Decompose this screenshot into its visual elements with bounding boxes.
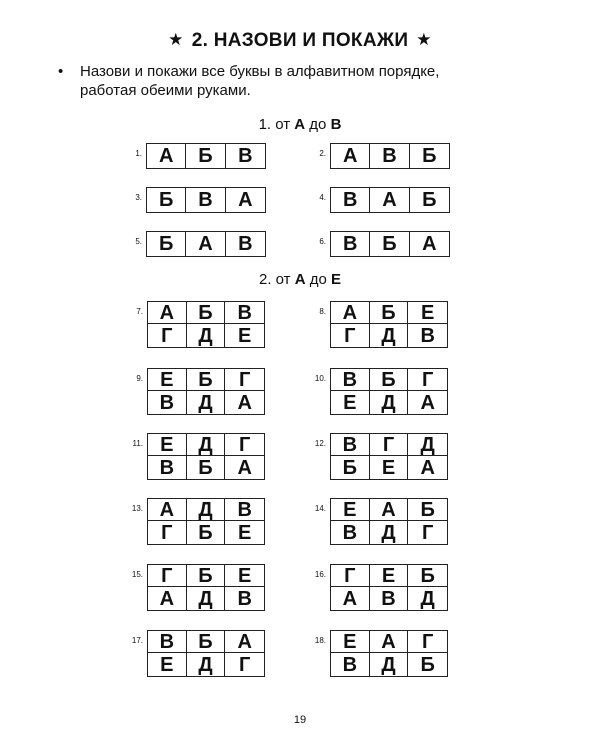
letter-grid: [330, 301, 448, 348]
letter-cell: В: [331, 188, 370, 212]
letter-cell: Б: [370, 369, 409, 391]
exercise-item: [131, 498, 265, 545]
letter-grid: [330, 143, 450, 169]
instruction: [58, 62, 518, 100]
exercise-item: [136, 301, 265, 348]
instruction-line-2: работая обеими руками.: [80, 82, 251, 99]
letter-cell: А: [148, 302, 187, 324]
exercise-number: 9.: [136, 374, 143, 383]
letter-cell: Б: [147, 232, 186, 256]
letter-cell: Е: [370, 565, 409, 587]
letter-grid: [147, 301, 265, 348]
title-text: 2. НАЗОВИ И ПОКАЖИ: [191, 30, 409, 51]
section-heading-2: 2. от А до Е: [258, 271, 342, 288]
exercise-item: [319, 301, 448, 348]
bullet-icon: •: [58, 63, 64, 80]
exercise-number: 13.: [131, 504, 143, 513]
letter-cell: Г: [370, 434, 409, 456]
letter-cell: Г: [408, 631, 447, 653]
letter-cell: Е: [237, 521, 252, 544]
exercise-item: [136, 368, 265, 415]
letter-cell: А: [420, 391, 435, 414]
page-title: [0, 30, 600, 52]
letter-cell: Е: [225, 565, 264, 587]
exercise-number: 10.: [314, 374, 326, 383]
exercise-item: [314, 433, 448, 480]
letter-cell: В: [331, 369, 370, 391]
letter-cell: Е: [148, 369, 187, 391]
letter-grid: [330, 630, 448, 677]
letter-cell: В: [148, 456, 187, 479]
exercise-item: [131, 630, 265, 677]
letter-grid: [330, 498, 448, 545]
letter-cell: Д: [187, 499, 226, 521]
letter-cell: А: [186, 232, 225, 256]
letter-cell: Д: [187, 434, 226, 456]
letter-cell: В: [225, 499, 264, 521]
exercise-item: [319, 143, 450, 169]
letter-cell: Г: [225, 369, 264, 391]
letter-cell: В: [225, 302, 264, 324]
letter-cell: Е: [148, 434, 187, 456]
letter-cell: Г: [225, 434, 264, 456]
letter-cell: А: [331, 144, 370, 168]
letter-cell: В: [186, 188, 225, 212]
letter-cell: А: [331, 587, 370, 610]
letter-cell: А: [238, 189, 253, 211]
letter-grid: [330, 433, 448, 480]
letter-cell: В: [331, 232, 370, 256]
letter-grid: [330, 187, 450, 213]
letter-cell: Б: [408, 499, 447, 521]
exercise-number: 1.: [135, 149, 142, 158]
letter-cell: Е: [331, 391, 370, 414]
exercise-item: [314, 368, 448, 415]
letter-cell: В: [331, 521, 370, 544]
letter-cell: А: [225, 631, 264, 653]
letter-grid: [147, 498, 265, 545]
exercise-number: 16.: [314, 570, 326, 579]
letter-cell: Д: [370, 324, 409, 347]
letter-grid: [146, 143, 266, 169]
letter-cell: Б: [370, 302, 409, 324]
letter-cell: В: [370, 144, 409, 168]
letter-cell: Д: [420, 587, 435, 610]
exercise-item: [131, 564, 265, 611]
letter-cell: Д: [187, 587, 226, 610]
exercise-number: 14.: [314, 504, 326, 513]
exercise-number: 15.: [131, 570, 143, 579]
star-right-icon: ★: [416, 30, 432, 49]
letter-cell: Е: [237, 324, 252, 347]
letter-grid: [146, 187, 266, 213]
letter-cell: Д: [187, 391, 226, 414]
exercise-number: 7.: [136, 307, 143, 316]
letter-cell: Г: [421, 521, 434, 544]
letter-cell: Д: [370, 391, 409, 414]
letter-cell: А: [237, 456, 252, 479]
letter-cell: В: [148, 391, 187, 414]
letter-cell: А: [420, 456, 435, 479]
letter-cell: Б: [187, 456, 226, 479]
letter-cell: Б: [420, 653, 435, 676]
letter-cell: Б: [422, 189, 437, 211]
letter-cell: А: [147, 144, 186, 168]
letter-cell: В: [370, 587, 409, 610]
exercise-number: 8.: [319, 307, 326, 316]
exercise-number: 6.: [319, 237, 326, 246]
letter-cell: В: [331, 653, 370, 676]
letter-grid: [147, 630, 265, 677]
letter-cell: Г: [331, 565, 370, 587]
exercise-item: [319, 231, 450, 257]
letter-cell: А: [370, 499, 409, 521]
letter-cell: Е: [370, 456, 409, 479]
letter-grid: [330, 231, 450, 257]
letter-cell: В: [420, 324, 435, 347]
exercise-item: [314, 498, 448, 545]
exercise-item: [314, 630, 448, 677]
exercise-item: [135, 187, 266, 213]
page-number: 19: [293, 714, 307, 726]
exercise-item: [135, 143, 266, 169]
exercise-number: 11.: [132, 439, 143, 448]
letter-grid: [146, 231, 266, 257]
letter-cell: Е: [331, 499, 370, 521]
letter-cell: Д: [408, 434, 447, 456]
exercise-item: [135, 231, 266, 257]
exercise-number: 3.: [135, 193, 142, 202]
exercise-number: 5.: [135, 237, 142, 246]
letter-cell: Г: [148, 324, 187, 347]
letter-cell: Г: [331, 324, 370, 347]
letter-cell: А: [331, 302, 370, 324]
letter-cell: Б: [187, 369, 226, 391]
letter-cell: Б: [408, 565, 447, 587]
instruction-line-1: Назови и покажи все буквы в алфавитном порядке,: [80, 63, 440, 80]
star-left-icon: ★: [168, 30, 184, 49]
letter-cell: Е: [331, 631, 370, 653]
letter-cell: Б: [370, 232, 409, 256]
exercise-item: [319, 187, 450, 213]
letter-cell: В: [238, 233, 253, 255]
letter-cell: Б: [147, 188, 186, 212]
exercise-number: 2.: [319, 149, 326, 158]
exercise-number: 18.: [314, 636, 326, 645]
exercise-item: [132, 433, 265, 480]
exercise-number: 17.: [131, 636, 143, 645]
letter-grid: [147, 368, 265, 415]
exercise-number: 12.: [314, 439, 326, 448]
letter-cell: А: [148, 587, 187, 610]
section-heading-1: 1. от А до В: [258, 116, 342, 133]
letter-cell: Г: [148, 565, 187, 587]
letter-cell: А: [370, 188, 409, 212]
letter-cell: А: [148, 499, 187, 521]
letter-cell: Б: [186, 144, 225, 168]
letter-cell: А: [370, 631, 409, 653]
letter-cell: В: [331, 434, 370, 456]
letter-cell: В: [148, 631, 187, 653]
letter-cell: Б: [331, 456, 370, 479]
letter-cell: Г: [408, 369, 447, 391]
letter-cell: Б: [187, 565, 226, 587]
letter-cell: Б: [422, 145, 437, 167]
letter-cell: Е: [148, 653, 187, 676]
letter-cell: Г: [148, 521, 187, 544]
letter-cell: В: [238, 145, 253, 167]
letter-cell: В: [237, 587, 252, 610]
exercise-item: [314, 564, 448, 611]
exercise-number: 4.: [319, 193, 326, 202]
letter-grid: [147, 433, 265, 480]
letter-cell: Г: [238, 653, 251, 676]
letter-grid: [330, 368, 448, 415]
letter-cell: Б: [187, 521, 226, 544]
letter-cell: А: [422, 233, 437, 255]
letter-cell: Д: [187, 324, 226, 347]
letter-grid: [330, 564, 448, 611]
letter-cell: Б: [187, 631, 226, 653]
letter-cell: Е: [408, 302, 447, 324]
letter-cell: Д: [187, 653, 226, 676]
letter-cell: А: [237, 391, 252, 414]
letter-cell: Д: [370, 653, 409, 676]
letter-grid: [147, 564, 265, 611]
letter-cell: Д: [370, 521, 409, 544]
letter-cell: Б: [187, 302, 226, 324]
